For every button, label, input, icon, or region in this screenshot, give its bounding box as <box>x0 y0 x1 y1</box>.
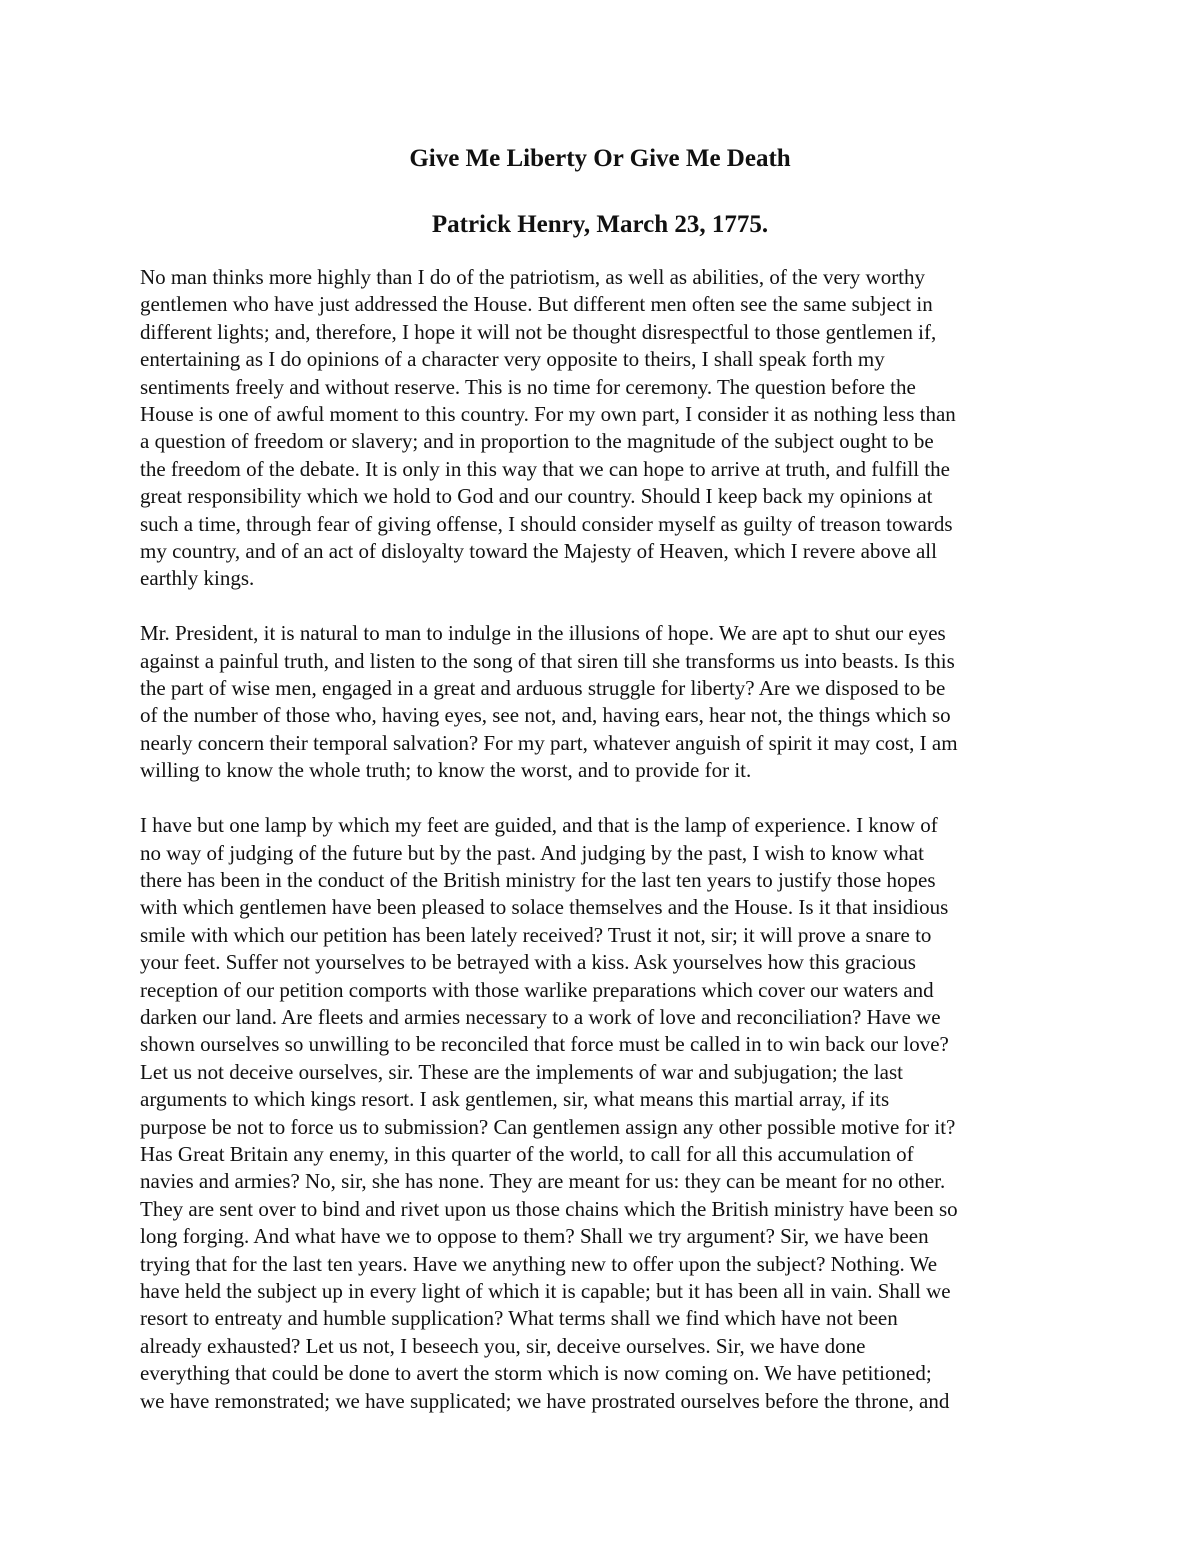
text-line: the part of wise men, engaged in a great and arduous struggle for liberty? Are we disposed to be <box>140 676 946 701</box>
text-line: there has been in the conduct of the British ministry for the last ten years to justify those hopes <box>140 867 936 892</box>
text-line: a question of freedom or slavery; and in proportion to the magnitude of the subject ought to be <box>140 429 934 454</box>
text-line: House is one of awful moment to this country. For my own part, I consider it as nothing less than <box>140 402 956 427</box>
document-body <box>140 264 1080 1442</box>
text-line: everything that could be done to avert the storm which is now coming on. We have petitioned; <box>140 1361 932 1386</box>
text-line: arguments to which kings resort. I ask gentlemen, sir, what means this martial array, if its <box>140 1087 890 1112</box>
text-line: No man thinks more highly than I do of the patriotism, as well as abilities, of the very worthy <box>140 265 926 289</box>
text-line: purpose be not to force us to submission? Can gentlemen assign any other possible motive for it? <box>140 1114 956 1139</box>
text-line: with which gentlemen have been pleased to solace themselves and the House. Is it that insidious <box>140 895 949 920</box>
text-line: against a painful truth, and listen to the song of that siren till she transforms us into beasts. Is this <box>140 648 955 673</box>
paragraph-1 <box>140 264 1080 593</box>
text-line: willing to know the whole truth; to know the worst, and to provide for it. <box>140 758 752 783</box>
document-title: Give Me Liberty Or Give Me Death <box>409 145 791 172</box>
text-line: have held the subject up in every light of which it is capable; but it has been all in vain. Shall we <box>140 1279 951 1303</box>
text-line: Has Great Britain any enemy, in this quarter of the world, to call for all this accumulation of <box>140 1141 914 1166</box>
text-line: nearly concern their temporal salvation? For my part, whatever anguish of spirit it may cost, I am <box>140 730 958 755</box>
text-line: reception of our petition comports with those warlike preparations which cover our waters and <box>140 977 934 1002</box>
text-line: navies and armies? No, sir, she has none. They are meant for us: they can be meant for no other. <box>140 1169 946 1194</box>
text-line: no way of judging of the future but by the past. And judging by the past, I wish to know what <box>140 840 924 865</box>
text-line: long forging. And what have we to oppose to them? Shall we try argument? Sir, we have been <box>140 1224 929 1249</box>
text-line: sentiments freely and without reserve. This is no time for ceremony. The question before the <box>140 374 916 399</box>
text-line: gentlemen who have just addressed the House. But different men often see the same subject in <box>140 292 933 317</box>
text-line: smile with which our petition has been lately received? Trust it not, sir; it will prove a snare to <box>140 922 932 947</box>
text-line: I have but one lamp by which my feet are guided, and that is the lamp of experience. I know of <box>140 813 938 838</box>
text-line: great responsibility which we hold to God and our country. Should I keep back my opinions at <box>140 484 933 509</box>
text-line: entertaining as I do opinions of a character very opposite to theirs, I shall speak forth my <box>140 347 885 372</box>
text-line: Let us not deceive ourselves, sir. These are the implements of war and subjugation; the last <box>140 1059 903 1084</box>
text-line: the freedom of the debate. It is only in this way that we can hope to arrive at truth, and fulfill the <box>140 456 950 481</box>
paragraph-2 <box>140 620 1080 784</box>
text-line: Mr. President, it is natural to man to indulge in the illusions of hope. We are apt to shut our eyes <box>140 621 946 646</box>
text-line: already exhausted? Let us not, I beseech you, sir, deceive ourselves. Sir, we have done <box>140 1333 866 1358</box>
text-line: shown ourselves so unwilling to be reconciled that force must be called in to win back our love? <box>140 1032 949 1057</box>
text-line: of the number of those who, having eyes, see not, and, having ears, hear not, the things which so <box>140 703 951 728</box>
text-line: such a time, through fear of giving offense, I should consider myself as guilty of treason towards <box>140 511 953 536</box>
text-line: resort to entreaty and humble supplication? What terms shall we find which have not been <box>140 1306 898 1331</box>
text-line: your feet. Suffer not yourselves to be betrayed with a kiss. Ask yourselves how this gracious <box>140 950 916 975</box>
text-line: trying that for the last ten years. Have we anything new to offer upon the subject? Nothing. We <box>140 1251 938 1276</box>
paragraph-3 <box>140 812 1080 1415</box>
text-line: earthly kings. <box>140 566 255 591</box>
text-line: They are sent over to bind and rivet upon us those chains which the British ministry have been so <box>140 1196 958 1221</box>
text-line: darken our land. Are fleets and armies necessary to a work of love and reconciliation? Have we <box>140 1004 941 1029</box>
text-line: my country, and of an act of disloyalty toward the Majesty of Heaven, which I revere above all <box>140 539 937 564</box>
text-line: different lights; and, therefore, I hope it will not be thought disrespectful to those gentlemen if, <box>140 319 937 344</box>
text-line: we have remonstrated; we have supplicated; we have prostrated ourselves before the throne, and <box>140 1388 950 1413</box>
document-subtitle: Patrick Henry, March 23, 1775. <box>431 211 769 238</box>
